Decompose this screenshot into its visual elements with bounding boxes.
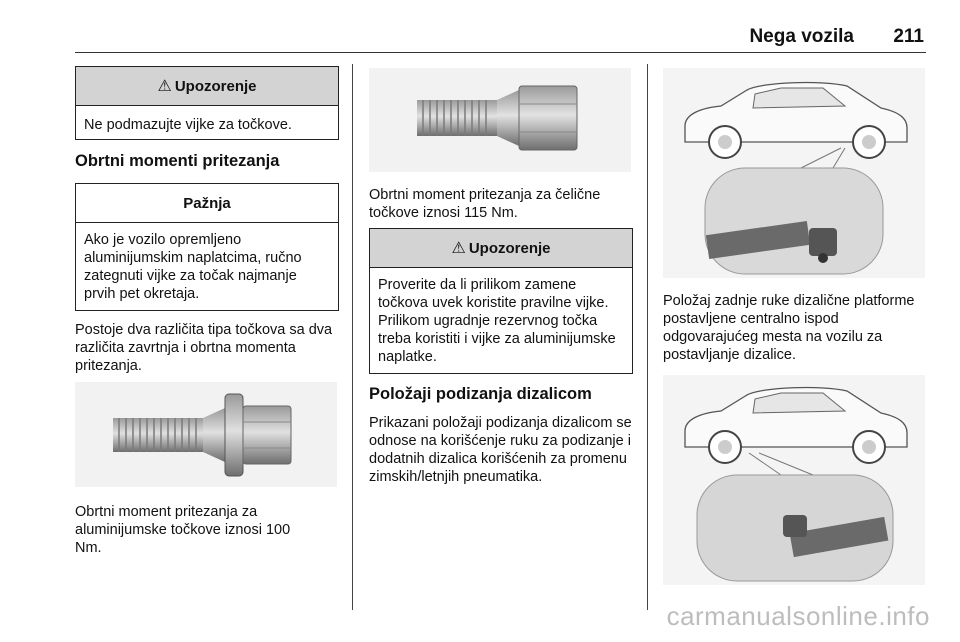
- bolt-with-washer-icon: [75, 382, 337, 487]
- column-divider: [352, 64, 353, 610]
- warning-box-text: Proverite da li prilikom zamene točkova uvek koristite pravilne vijke. Prilikom ugradnje rezervnog točka treba koristiti i vijke za aluminijumske naplatke.: [378, 277, 616, 365]
- watermark: carmanualsonline.info: [666, 601, 930, 631]
- note-box: [75, 183, 339, 311]
- warning-box-header: [76, 67, 338, 106]
- warning-box: [75, 66, 339, 140]
- warning-box-title: Upozorenje: [174, 77, 257, 95]
- paragraph-rear-arm-position: Položaj zadnje ruke dizalične platforme postavljene centralno ispod odgovarajućeg mesta na vozilu za postavljanje dizalice.: [663, 293, 915, 363]
- paragraph-aluminium-torque: Obrtni moment pritezanja za aluminijumske točkove iznosi 100 Nm.: [75, 504, 291, 556]
- warning-box: [369, 228, 633, 374]
- warning-box-header: [370, 229, 632, 268]
- page-header: [75, 26, 926, 53]
- warning-triangle-icon: ⚠: [157, 78, 172, 95]
- page-number: 211: [893, 26, 924, 47]
- warning-triangle-icon: ⚠: [451, 240, 466, 257]
- paragraph-lifting-positions: Prikazani položaji podizanja dizalicom se odnose na korišćenje ruku za podizanje i dodatnih dizalica korišćenih za promenu zimskih/letnjih pneumatika.: [369, 415, 632, 485]
- note-box-text: Ako je vozilo opremljeno aluminijumskim naplatcima, ručno zategnuti vijke za točak najmanje prvih pet okretaja.: [84, 232, 302, 302]
- bolt-icon: [369, 68, 631, 172]
- rear-lifting-point-image: [663, 68, 925, 278]
- warning-box-text: Ne podmazujte vijke za točkove.: [84, 117, 292, 133]
- section-heading-lifting: Položaji podizanja dizalicom: [369, 385, 592, 403]
- front-lifting-point-image: [663, 375, 925, 585]
- page-title: Nega vozila: [749, 26, 854, 47]
- column-divider: [647, 64, 648, 610]
- car-lifting-point-icon: [663, 375, 925, 585]
- warning-box-title: Upozorenje: [468, 239, 551, 257]
- paragraph-wheel-types: Postoje dva različita tipa točkova sa dva različita zavrtnja i obrtna momenta pritezanja.: [75, 322, 333, 374]
- car-lifting-point-icon: [663, 68, 925, 278]
- steel-wheel-bolt-image: [369, 68, 631, 172]
- note-box-header: Pažnja: [76, 184, 338, 223]
- section-heading-torque: Obrtni momenti pritezanja: [75, 152, 280, 170]
- paragraph-steel-torque: Obrtni moment pritezanja za čelične točkove iznosi 115 Nm.: [369, 187, 601, 221]
- aluminium-wheel-bolt-image: [75, 382, 337, 487]
